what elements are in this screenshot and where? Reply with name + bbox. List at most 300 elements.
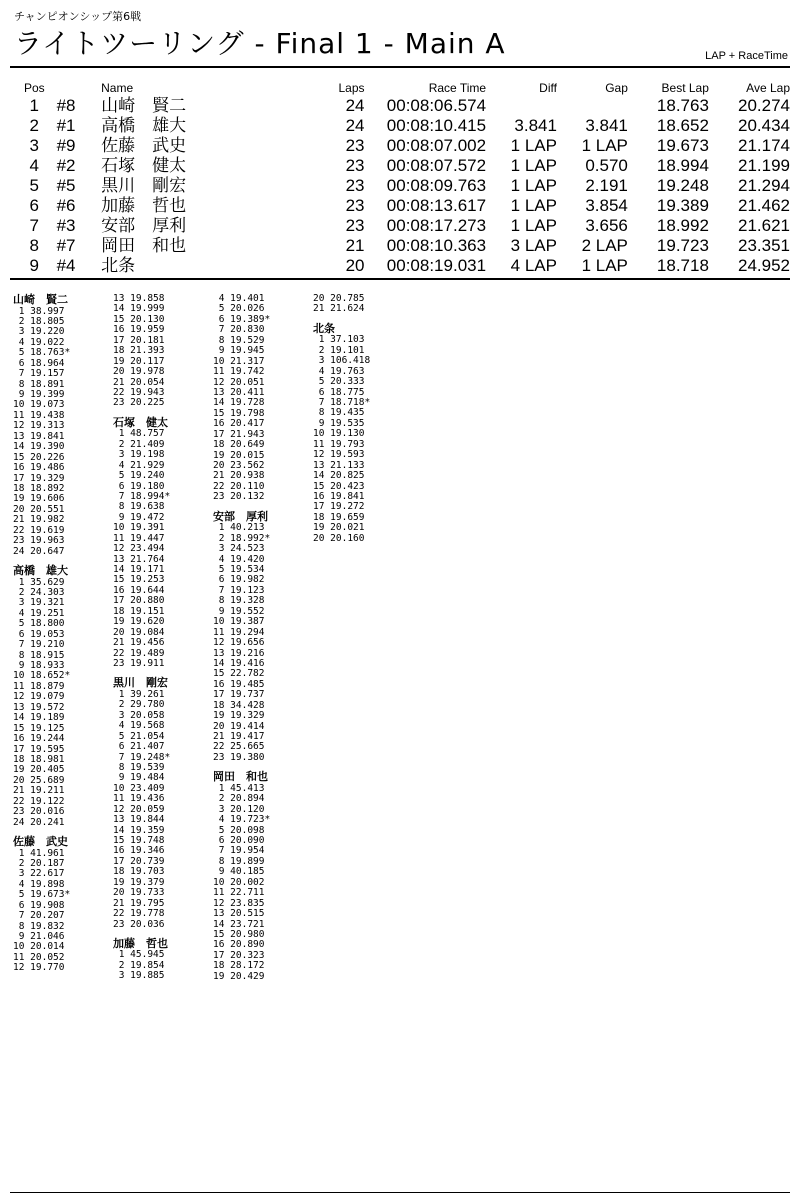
lap-time-line: 5 18.763* [13,347,71,359]
lap-time-line: 13 20.411 [213,386,265,398]
lap-time-line: 19 20.021 [313,522,365,534]
ave-lap-cell: 21.199 [738,156,790,175]
best-lap-cell: 18.994 [656,156,709,175]
lap-time-line: 14 19.416 [213,657,265,669]
lap-time-line: 14 23.721 [213,918,265,930]
car-number-cell: #1 [56,116,76,135]
lap-time-line: 10 20.014 [13,941,65,953]
lap-time-line: 4 21.929 [113,459,165,471]
lap-time-line: 21 19.982 [13,514,65,526]
lap-column-1 [13,294,70,974]
lap-time-line: 6 18.775 [313,386,365,398]
diff-cell: 3.841 [514,116,557,135]
lap-time-line: 10 19.387 [213,616,265,628]
results-divider [10,278,790,280]
pos-cell: 5 [29,176,40,195]
ave-lap-cell: 21.294 [738,176,790,195]
lap-time-line: 1 39.261 [113,688,165,700]
lap-time-line: 1 41.961 [13,847,65,859]
result-row [12,176,790,196]
lap-time-line: 10 18.652* [13,670,71,682]
lap-time-line: 24 20.647 [13,545,65,557]
lap-time-line: 15 20.226 [13,451,65,463]
lap-column-3 [213,294,270,982]
lap-time-line: 10 23.409 [113,782,165,794]
pos-cell: 7 [29,216,40,235]
lap-time-line: 21 19.417 [213,731,265,742]
lap-time-line: 2 20.187 [13,857,65,869]
results-body [12,96,790,276]
col-diff-header: Diff [539,81,557,95]
lap-time-line: 21 21.624 [313,303,365,315]
lap-time-line: 4 19.251 [13,607,65,619]
result-row [12,256,790,276]
lap-time-line: 9 18.933 [13,660,65,671]
lap-time-line: 13 19.841 [13,430,65,442]
driver-lap-heading: 佐藤 武史 [13,835,68,848]
pos-cell: 6 [29,196,40,215]
lap-time-line: 22 25.665 [213,741,265,753]
lap-time-line: 20 20.160 [313,532,365,544]
lap-time-line: 18 21.393 [113,345,165,357]
lap-time-line: 6 18.964 [13,357,65,369]
lap-time-line: 6 19.389* [213,313,271,325]
ave-lap-cell: 21.174 [738,136,790,155]
result-row [12,116,790,136]
race-time-cell: 00:08:13.617 [386,196,487,215]
lap-time-line: 21 20.054 [113,376,165,388]
laps-cell: 23 [345,156,365,175]
lap-time-line: 16 19.244 [13,733,65,745]
laps-cell: 24 [345,96,365,115]
lap-time-line: 23 20.225 [113,397,165,409]
lap-time-line: 13 19.858 [113,293,165,304]
lap-time-line: 8 19.638 [113,501,165,513]
gap-cell: 2.191 [585,176,628,195]
lap-time-line: 3 19.321 [13,597,65,609]
diff-cell: 1 LAP [510,196,557,215]
lap-time-line: 10 20.002 [213,876,265,888]
lap-time-line: 23 19.911 [113,657,165,669]
lap-time-line: 20 19.978 [113,366,165,378]
gap-cell: 1 LAP [581,256,628,275]
lap-time-line: 12 20.059 [113,803,165,815]
lap-time-line: 4 19.763 [313,365,365,377]
race-time-cell: 00:08:10.363 [386,236,487,255]
lap-time-line: 10 19.073 [13,399,65,411]
pos-cell: 1 [29,96,40,115]
lap-time-line: 18 28.172 [213,960,265,972]
lap-time-line: 2 24.303 [13,586,65,598]
lap-time-line: 5 19.534 [213,564,265,575]
col-best-lap-header: Best Lap [661,81,709,95]
lap-time-line: 21 19.211 [13,785,65,797]
lap-time-line: 1 40.213 [213,522,265,534]
lap-time-line: 13 20.515 [213,908,265,920]
lap-column-4 [313,294,370,544]
lap-time-line: 23 20.016 [13,806,65,818]
lap-time-line: 17 20.181 [113,334,165,346]
laps-cell: 23 [345,176,365,195]
car-number-cell: #9 [56,136,76,155]
lap-time-line: 22 20.110 [213,480,265,492]
lap-time-line: 10 19.130 [313,428,365,440]
lap-time-line: 15 19.798 [213,407,265,419]
lap-time-line: 14 19.189 [13,712,65,724]
lap-time-line: 6 19.982 [213,574,265,586]
lap-time-line: 16 19.486 [13,462,65,474]
lap-time-line: 7 20.207 [13,910,65,922]
lap-time-line: 9 19.535 [313,417,365,429]
lap-time-line: 8 19.899 [213,855,265,867]
lap-time-line: 14 19.390 [13,441,65,453]
driver-name-cell: 北条 [101,256,136,276]
driver-name-cell: 加藤 哲也 [101,196,187,216]
lap-time-line: 18 20.649 [213,439,265,451]
lap-time-line: 23 20.132 [213,491,265,503]
lap-time-line: 15 20.423 [313,480,365,492]
championship-round: チャンピオンシップ第6戦 [14,10,142,23]
race-time-cell: 00:08:07.572 [386,156,487,175]
lap-time-line: 4 19.568 [113,720,165,732]
lap-time-line: 23 19.380 [213,751,265,763]
driver-name-cell: 高橋 雄大 [101,116,187,136]
lap-time-line: 8 18.915 [13,649,65,661]
lap-time-line: 20 20.551 [13,503,65,515]
driver-name-cell: 佐藤 武史 [101,136,187,156]
laps-cell: 24 [345,116,365,135]
lap-time-line: 19 19.379 [113,876,165,888]
lap-time-line: 12 23.835 [213,897,265,909]
lap-time-line: 13 19.844 [113,814,165,826]
lap-time-line: 5 20.098 [213,824,265,836]
lap-time-line: 17 19.595 [13,743,65,755]
pos-cell: 2 [29,116,40,135]
col-gap-header: Gap [605,81,628,95]
race-time-cell: 00:08:17.273 [386,216,487,235]
col-laps-header: Laps [338,81,365,95]
lap-time-line: 12 19.770 [13,962,65,974]
lap-time-line: 22 19.778 [113,908,165,920]
lap-time-line: 20 20.785 [313,293,365,304]
lap-time-line: 8 19.435 [313,407,365,419]
lap-time-line: 9 19.945 [213,345,265,357]
lap-time-line: 12 19.079 [13,691,65,703]
lap-time-line: 15 22.782 [213,668,265,680]
lap-time-line: 2 21.409 [113,438,165,450]
car-number-cell: #3 [56,216,76,235]
diff-cell [486,96,557,116]
diff-cell: 1 LAP [510,156,557,175]
ave-lap-cell: 21.462 [738,196,790,215]
lap-time-line: 2 29.780 [113,699,165,711]
lap-time-line: 22 19.943 [113,386,165,398]
lap-time-line: 11 19.793 [313,438,365,450]
ave-lap-cell: 20.274 [738,96,790,115]
lap-time-line: 6 21.407 [113,741,165,753]
result-row [12,216,790,236]
lap-time-line: 14 19.171 [113,564,165,575]
lap-time-line: 14 19.359 [113,824,165,836]
lap-time-line: 9 19.484 [113,772,165,784]
lap-time-line: 3 19.198 [113,449,165,461]
pos-cell: 8 [29,236,40,255]
driver-lap-heading: 山崎 賢二 [13,293,68,306]
col-ave-lap-header: Ave Lap [746,81,790,95]
lap-time-line: 7 19.210 [13,639,65,651]
driver-lap-heading: 北条 [313,321,335,335]
car-number-cell: #5 [56,176,76,195]
lap-time-line: 17 20.880 [113,595,165,607]
lap-time-line: 3 22.617 [13,868,65,880]
lap-time-line: 3 106.418 [313,355,371,367]
lap-time-line: 17 19.329 [13,472,65,484]
lap-time-line: 21 19.456 [113,637,165,649]
col-pos-header: Pos [23,81,45,95]
lap-time-line: 19 20.405 [13,764,65,776]
lap-time-line: 4 19.022 [13,336,65,348]
lap-time-line: 12 19.593 [313,449,365,461]
lap-time-line: 7 18.718* [313,397,371,408]
report-mode: LAP + RaceTime [705,50,788,62]
lap-time-line: 7 20.830 [213,324,265,336]
lap-time-line: 13 19.572 [13,701,65,713]
lap-time-line: 11 19.294 [213,626,265,638]
lap-time-line: 23 19.963 [13,535,65,547]
lap-time-line: 16 20.417 [213,418,265,430]
lap-time-line: 3 24.523 [213,543,265,555]
lap-time-line: 7 19.157 [13,368,65,380]
lap-time-line: 13 21.133 [313,459,365,471]
driver-lap-heading: 岡田 和也 [213,770,268,784]
lap-time-line: 14 19.728 [213,397,265,409]
lap-time-line: 1 45.945 [113,949,165,961]
lap-time-line: 14 20.825 [313,470,365,482]
lap-time-line: 10 19.391 [113,522,165,534]
lap-time-line: 12 23.494 [113,543,165,555]
lap-time-line: 6 19.908 [13,899,65,911]
lap-time-line: 18 18.892 [13,482,65,494]
lap-time-line: 11 19.438 [13,409,65,421]
lap-time-line: 23 20.036 [113,918,165,930]
race-time-cell: 00:08:09.763 [386,176,487,195]
lap-time-line: 17 19.272 [313,501,365,513]
diff-cell: 4 LAP [510,256,557,275]
lap-time-line: 9 40.185 [213,866,265,878]
lap-time-line: 18 18.981 [13,753,65,765]
driver-lap-heading: 黒川 剛宏 [113,676,168,690]
driver-lap-heading: 高橋 雄大 [13,564,68,577]
lap-time-line: 8 18.891 [13,378,65,390]
result-row [12,156,790,176]
lap-time-line: 18 19.659 [313,511,365,523]
driver-name-cell: 安部 厚利 [101,216,187,236]
lap-time-line: 12 20.051 [213,376,265,388]
diff-cell: 3 LAP [510,236,557,255]
lap-time-line: 16 19.841 [313,490,365,502]
lap-time-line: 15 19.253 [113,574,165,586]
lap-time-line: 5 21.054 [113,730,165,742]
lap-time-line: 4 19.898 [13,878,65,890]
lap-time-line: 8 19.529 [213,334,265,346]
lap-time-line: 7 19.954 [213,845,265,857]
lap-time-line: 19 19.606 [13,493,65,505]
lap-time-line: 22 19.489 [113,647,165,659]
driver-name-cell: 岡田 和也 [101,236,187,256]
lap-time-line: 16 19.485 [213,678,265,690]
gap-cell: 2 LAP [581,236,628,255]
laps-cell: 23 [345,216,365,235]
driver-name-cell: 黒川 剛宏 [101,176,187,196]
lap-time-line: 17 21.943 [213,428,265,440]
lap-time-line: 1 45.413 [213,782,265,794]
driver-lap-heading: 加藤 哲也 [113,936,168,950]
lap-time-line: 1 38.997 [13,305,65,317]
lap-time-line: 14 19.999 [113,303,165,315]
lap-time-line: 7 19.123 [213,584,265,596]
lap-time-line: 9 19.552 [213,605,265,617]
ave-lap-cell: 24.952 [738,256,790,275]
pos-cell: 4 [29,156,40,175]
lap-time-line: 17 19.737 [213,689,265,701]
lap-time-line: 1 37.103 [313,334,365,346]
lap-time-line: 4 19.420 [213,553,265,565]
lap-time-line: 15 20.980 [213,928,265,940]
lap-time-line: 5 20.333 [313,376,365,388]
lap-time-line: 16 19.346 [113,845,165,857]
lap-time-line: 11 20.052 [13,951,65,963]
lap-time-line: 9 21.046 [13,931,65,942]
race-time-cell: 00:08:06.574 [386,96,487,115]
best-lap-cell: 19.723 [656,236,709,255]
ave-lap-cell: 23.351 [738,236,790,255]
lap-time-line: 24 20.241 [13,816,65,828]
lap-time-line: 22 19.619 [13,524,65,536]
laps-cell: 23 [345,136,365,155]
lap-time-line: 2 19.854 [113,959,165,971]
lap-time-line: 19 20.015 [213,449,265,461]
lap-time-line: 8 19.328 [213,595,265,607]
gap-cell: 3.854 [585,196,628,215]
lap-time-line: 2 18.992* [213,532,271,544]
result-row [12,196,790,216]
page-title: ライトツーリング - Final 1 - Main A [14,27,506,60]
lap-time-line: 18 19.151 [113,605,165,617]
footer-divider [10,1192,790,1193]
header-divider [10,66,790,68]
lap-column-2 [113,294,170,982]
lap-time-line: 17 20.323 [213,949,265,961]
lap-time-line: 2 20.894 [213,793,265,805]
lap-time-line: 8 19.832 [13,920,65,932]
driver-lap-heading: 安部 厚利 [213,509,268,523]
lap-time-line: 3 19.885 [113,970,165,982]
result-row [12,236,790,256]
lap-time-line: 5 18.800 [13,618,65,630]
results-table [12,80,790,276]
lap-time-line: 15 19.125 [13,722,65,734]
result-row [12,96,790,116]
ave-lap-cell: 21.621 [738,216,790,235]
lap-time-line: 19 20.429 [213,970,265,982]
best-lap-cell: 19.673 [656,136,709,155]
result-row [12,136,790,156]
race-time-cell: 00:08:10.415 [386,116,487,135]
lap-time-line: 6 19.053 [13,628,65,640]
lap-time-line: 16 19.959 [113,324,165,336]
col-race-time-header: Race Time [428,81,487,95]
lap-time-line: 5 19.673* [13,889,71,901]
best-lap-cell: 19.389 [656,196,709,215]
lap-time-line: 3 20.120 [213,803,265,815]
car-number-cell: #7 [56,236,76,255]
pos-cell: 9 [29,256,40,275]
results-header-row [12,80,790,96]
lap-time-line: 1 48.757 [113,428,165,440]
race-time-cell: 00:08:07.002 [386,136,487,155]
race-time-cell: 00:08:19.031 [386,256,487,275]
lap-time-line: 21 19.795 [113,897,165,909]
col-name-header: Name [101,81,134,95]
lap-time-line: 3 20.058 [113,709,165,721]
best-lap-cell: 18.763 [656,96,709,115]
lap-time-line: 20 23.562 [213,460,265,471]
lap-time-line: 15 19.748 [113,835,165,846]
lap-time-line: 8 19.539 [113,761,165,773]
lap-time-line: 6 19.180 [113,480,165,492]
lap-time-line: 16 19.644 [113,584,165,596]
lap-time-line: 17 20.739 [113,855,165,867]
best-lap-cell: 18.718 [656,256,709,275]
car-number-cell: #6 [56,196,76,215]
gap-cell: 3.656 [585,216,628,235]
gap-cell: 3.841 [585,116,628,135]
lap-time-line: 11 19.742 [213,366,265,378]
lap-time-line: 2 18.805 [13,315,65,327]
car-number-cell: #8 [56,96,76,115]
laps-cell: 21 [345,236,365,255]
lap-time-line: 16 20.890 [213,939,265,951]
ave-lap-cell: 20.434 [738,116,790,135]
col-number-header [57,80,102,96]
diff-cell: 1 LAP [510,136,557,155]
lap-time-line: 20 25.689 [13,774,65,786]
driver-lap-heading: 石塚 健太 [113,415,168,429]
lap-time-line: 21 20.938 [213,470,265,482]
best-lap-cell: 18.992 [656,216,709,235]
driver-name-cell: 山崎 賢二 [101,96,187,116]
lap-time-line: 9 19.472 [113,511,165,523]
lap-time-line: 22 19.122 [13,795,65,807]
lap-time-line: 15 20.130 [113,313,165,325]
lap-time-line: 11 19.436 [113,793,165,805]
lap-time-line: 19 19.620 [113,616,165,628]
lap-time-line: 19 20.117 [113,355,165,367]
lap-time-line: 20 19.414 [213,720,265,732]
best-lap-cell: 19.248 [656,176,709,195]
car-number-cell: #4 [56,256,76,275]
lap-time-line: 18 19.703 [113,866,165,878]
lap-time-line: 20 19.733 [113,887,165,899]
lap-time-line: 7 19.248* [113,751,171,763]
lap-time-line: 12 19.313 [13,420,65,432]
laps-cell: 23 [345,196,365,215]
lap-time-line: 18 34.428 [213,699,265,711]
lap-time-line: 6 20.090 [213,835,265,846]
lap-time-line: 12 19.656 [213,637,265,649]
lap-time-line: 2 19.101 [313,344,365,356]
lap-time-line: 5 20.026 [213,303,265,315]
